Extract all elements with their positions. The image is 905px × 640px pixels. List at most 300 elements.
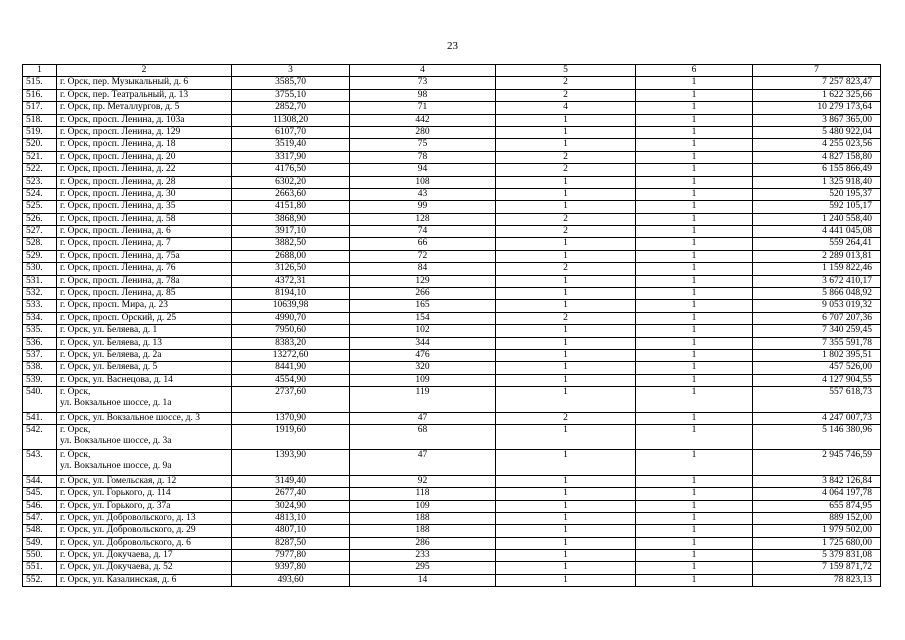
col5-value: 1 [496,176,636,188]
amount: 4 064 197,78 [753,488,881,500]
col6-value: 1 [636,525,753,537]
address: г. Орск, пр. Металлургов, д. 5 [57,102,232,114]
col5-value: 1 [496,139,636,151]
address: г. Орск, ул. Васнецова, д. 14 [57,374,232,386]
residents: 108 [350,176,496,188]
row-number: 549. [23,537,57,549]
area: 3149,40 [232,475,350,487]
residents: 295 [350,562,496,574]
residents: 109 [350,500,496,512]
col6-value: 1 [636,164,753,176]
row-number: 547. [23,512,57,524]
residents: 266 [350,288,496,300]
amount: 520 195,37 [753,188,881,200]
residents: 280 [350,126,496,138]
col6-value: 1 [636,412,753,424]
col5-value: 1 [496,562,636,574]
area: 4554,90 [232,374,350,386]
address: г. Орск, ул. Вокзальное шоссе, д. 3а [57,424,232,449]
col6-value: 1 [636,89,753,101]
address: г. Орск, просп. Ленина, д. 28 [57,176,232,188]
col6-value: 1 [636,114,753,126]
area: 13272,60 [232,349,350,361]
table-row [23,238,881,250]
residents: 286 [350,537,496,549]
residents: 68 [350,424,496,449]
table-row [23,374,881,386]
amount: 655 874,95 [753,500,881,512]
amount: 2 289 013,81 [753,250,881,262]
col6-value: 1 [636,77,753,89]
col5-value: 2 [496,226,636,238]
col5-value: 1 [496,500,636,512]
area: 1393,90 [232,450,350,475]
row-number: 535. [23,325,57,337]
residents: 233 [350,550,496,562]
row-number: 550. [23,550,57,562]
table-row [23,512,881,524]
table-row [23,525,881,537]
col6-value: 1 [636,139,753,151]
address: г. Орск, просп. Мира, д. 23 [57,300,232,312]
residents: 99 [350,201,496,213]
col6-value: 1 [636,475,753,487]
amount: 6 155 866,49 [753,164,881,176]
residents: 442 [350,114,496,126]
col5-value: 1 [496,349,636,361]
address: г. Орск, ул. Горького, д. 114 [57,488,232,500]
row-number: 530. [23,263,57,275]
residents: 73 [350,77,496,89]
row-number: 548. [23,525,57,537]
residents: 320 [350,362,496,374]
amount: 7 355 591,78 [753,337,881,349]
col5-value: 2 [496,213,636,225]
col6-value: 1 [636,102,753,114]
table-row [23,151,881,163]
col6-value: 1 [636,512,753,524]
row-number: 537. [23,349,57,361]
row-number: 523. [23,176,57,188]
table-row [23,288,881,300]
table-row [23,488,881,500]
amount: 1 622 325,66 [753,89,881,101]
amount: 592 105,17 [753,201,881,213]
address: г. Орск, просп. Ленина, д. 103а [57,114,232,126]
col5-value: 1 [496,114,636,126]
table-row [23,89,881,101]
residents: 129 [350,275,496,287]
residents: 66 [350,238,496,250]
area: 8383,20 [232,337,350,349]
col6-value: 1 [636,201,753,213]
row-number: 521. [23,151,57,163]
area: 3024,90 [232,500,350,512]
row-number: 519. [23,126,57,138]
address: г. Орск, ул. Добровольского, д. 13 [57,512,232,524]
col5-value: 1 [496,475,636,487]
area: 10639,98 [232,300,350,312]
col6-value: 1 [636,176,753,188]
amount: 1 325 918,40 [753,176,881,188]
col6-value: 1 [636,263,753,275]
row-number: 526. [23,213,57,225]
column-header: 5 [496,65,636,77]
amount: 3 867 365,00 [753,114,881,126]
residents: 128 [350,213,496,225]
address: г. Орск, ул. Беляева, д. 13 [57,337,232,349]
area: 2663,60 [232,188,350,200]
amount: 5 866 048,92 [753,288,881,300]
amount: 10 279 173,64 [753,102,881,114]
col6-value: 1 [636,424,753,449]
col5-value: 1 [496,550,636,562]
amount: 7 340 259,45 [753,325,881,337]
col5-value: 1 [496,325,636,337]
amount: 3 842 126,84 [753,475,881,487]
amount: 1 240 558,40 [753,213,881,225]
row-number: 525. [23,201,57,213]
col6-value: 1 [636,550,753,562]
residents: 98 [350,89,496,101]
row-number: 545. [23,488,57,500]
col5-value: 1 [496,288,636,300]
table-row [23,424,881,449]
area: 4990,70 [232,312,350,324]
table-row [23,537,881,549]
address: г. Орск, просп. Ленина, д. 78а [57,275,232,287]
table-row [23,201,881,213]
col6-value: 1 [636,537,753,549]
amount: 1 802 395,51 [753,349,881,361]
residents: 476 [350,349,496,361]
amount: 5 146 380,96 [753,424,881,449]
col5-value: 1 [496,574,636,586]
col5-value: 2 [496,77,636,89]
table-row [23,387,881,412]
col5-value: 1 [496,374,636,386]
residents: 344 [350,337,496,349]
col6-value: 1 [636,188,753,200]
col5-value: 1 [496,126,636,138]
address: г. Орск, ул. Казалинская, д. 6 [57,574,232,586]
column-header: 6 [636,65,753,77]
residents: 75 [350,139,496,151]
area: 3126,50 [232,263,350,275]
table-row [23,164,881,176]
col5-value: 1 [496,488,636,500]
col6-value: 1 [636,349,753,361]
address: г. Орск, просп. Ленина, д. 35 [57,201,232,213]
amount: 557 618,73 [753,387,881,412]
amount: 1 979 502,00 [753,525,881,537]
table-header-row [23,65,881,77]
area: 7950,60 [232,325,350,337]
amount: 4 127 904,55 [753,374,881,386]
data-table [22,64,881,587]
col6-value: 1 [636,562,753,574]
col6-value: 1 [636,250,753,262]
area: 8194,10 [232,288,350,300]
amount: 4 441 045,08 [753,226,881,238]
col6-value: 1 [636,151,753,163]
table-row [23,337,881,349]
amount: 4 827 158,80 [753,151,881,163]
amount: 559 264,41 [753,238,881,250]
address: г. Орск, пер. Театральный, д. 13 [57,89,232,101]
col6-value: 1 [636,500,753,512]
table-row [23,139,881,151]
residents: 188 [350,512,496,524]
col6-value: 1 [636,238,753,250]
residents: 84 [350,263,496,275]
address: г. Орск, просп. Ленина, д. 76 [57,263,232,275]
residents: 94 [350,164,496,176]
amount: 457 526,00 [753,362,881,374]
residents: 165 [350,300,496,312]
area: 1919,60 [232,424,350,449]
residents: 119 [350,387,496,412]
area: 9397,80 [232,562,350,574]
col5-value: 2 [496,412,636,424]
page-number: 23 [447,40,458,52]
row-number: 546. [23,500,57,512]
residents: 47 [350,450,496,475]
table-row [23,450,881,475]
col6-value: 1 [636,374,753,386]
amount: 889 152,00 [753,512,881,524]
area: 3868,90 [232,213,350,225]
table-row [23,325,881,337]
address: г. Орск, ул. Беляева, д. 2а [57,349,232,361]
residents: 102 [350,325,496,337]
table-row [23,362,881,374]
address: г. Орск, ул. Гомельская, д. 12 [57,475,232,487]
address: г. Орск, ул. Добровольского, д. 29 [57,525,232,537]
row-number: 528. [23,238,57,250]
amount: 78 823,13 [753,574,881,586]
col5-value: 1 [496,512,636,524]
table-row [23,126,881,138]
address: г. Орск, просп. Ленина, д. 20 [57,151,232,163]
amount: 2 945 746,59 [753,450,881,475]
col6-value: 1 [636,288,753,300]
col5-value: 2 [496,164,636,176]
area: 8287,50 [232,537,350,549]
col5-value: 2 [496,151,636,163]
address: г. Орск, просп. Ленина, д. 75а [57,250,232,262]
area: 1370,90 [232,412,350,424]
row-number: 540. [23,387,57,412]
address: г. Орск, просп. Орский, д. 25 [57,312,232,324]
residents: 118 [350,488,496,500]
col6-value: 1 [636,325,753,337]
col5-value: 1 [496,537,636,549]
table-row [23,250,881,262]
amount: 1 159 822,46 [753,263,881,275]
col5-value: 4 [496,102,636,114]
table-row [23,102,881,114]
amount: 1 725 680,00 [753,537,881,549]
col5-value: 1 [496,201,636,213]
col6-value: 1 [636,300,753,312]
row-number: 542. [23,424,57,449]
area: 7977,80 [232,550,350,562]
area: 3755,10 [232,89,350,101]
col5-value: 1 [496,450,636,475]
row-number: 520. [23,139,57,151]
col6-value: 1 [636,275,753,287]
row-number: 551. [23,562,57,574]
col5-value: 1 [496,387,636,412]
address: г. Орск, ул. Беляева, д. 5 [57,362,232,374]
residents: 71 [350,102,496,114]
address: г. Орск, ул. Докучаева, д. 17 [57,550,232,562]
row-number: 541. [23,412,57,424]
table-row [23,574,881,586]
row-number: 534. [23,312,57,324]
row-number: 531. [23,275,57,287]
col6-value: 1 [636,213,753,225]
col6-value: 1 [636,488,753,500]
residents: 43 [350,188,496,200]
address: г. Орск, ул. Вокзальное шоссе, д. 1а [57,387,232,412]
table-row [23,275,881,287]
col6-value: 1 [636,387,753,412]
col6-value: 1 [636,362,753,374]
table-row [23,500,881,512]
row-number: 544. [23,475,57,487]
address: г. Орск, просп. Ленина, д. 85 [57,288,232,300]
amount: 5 379 831,08 [753,550,881,562]
table-row [23,77,881,89]
row-number: 533. [23,300,57,312]
row-number: 524. [23,188,57,200]
address: г. Орск, ул. Горького, д. 37а [57,500,232,512]
row-number: 529. [23,250,57,262]
area: 4807,10 [232,525,350,537]
row-number: 532. [23,288,57,300]
area: 2677,40 [232,488,350,500]
amount: 4 247 007,73 [753,412,881,424]
residents: 92 [350,475,496,487]
table-row [23,349,881,361]
amount: 4 255 023,56 [753,139,881,151]
area: 4372,31 [232,275,350,287]
row-number: 539. [23,374,57,386]
col5-value: 1 [496,525,636,537]
address: г. Орск, ул. Беляева, д. 1 [57,325,232,337]
area: 11308,20 [232,114,350,126]
row-number: 538. [23,362,57,374]
residents: 72 [350,250,496,262]
residents: 154 [350,312,496,324]
amount: 7 257 823,47 [753,77,881,89]
area: 4176,50 [232,164,350,176]
amount: 9 053 019,32 [753,300,881,312]
address: г. Орск, ул. Вокзальное шоссе, д. 9а [57,450,232,475]
area: 2737,60 [232,387,350,412]
residents: 109 [350,374,496,386]
row-number: 527. [23,226,57,238]
area: 3317,90 [232,151,350,163]
row-number: 522. [23,164,57,176]
col6-value: 1 [636,337,753,349]
address: г. Орск, ул. Добровольского, д. 6 [57,537,232,549]
area: 3519,40 [232,139,350,151]
col6-value: 1 [636,312,753,324]
col6-value: 1 [636,574,753,586]
table-row [23,263,881,275]
row-number: 516. [23,89,57,101]
table-row [23,176,881,188]
residents: 47 [350,412,496,424]
area: 2688,00 [232,250,350,262]
column-header: 7 [753,65,881,77]
col5-value: 1 [496,238,636,250]
area: 2852,70 [232,102,350,114]
col5-value: 1 [496,337,636,349]
amount: 6 707 207,36 [753,312,881,324]
col5-value: 1 [496,275,636,287]
col5-value: 1 [496,188,636,200]
col5-value: 1 [496,362,636,374]
table-row [23,300,881,312]
amount: 7 159 871,72 [753,562,881,574]
col6-value: 1 [636,226,753,238]
table-row [23,114,881,126]
address: г. Орск, пер. Музыкальный, д. 6 [57,77,232,89]
table-row [23,188,881,200]
col6-value: 1 [636,126,753,138]
area: 3882,50 [232,238,350,250]
area: 8441,90 [232,362,350,374]
area: 493,60 [232,574,350,586]
table-row [23,312,881,324]
col5-value: 2 [496,263,636,275]
row-number: 515. [23,77,57,89]
col5-value: 2 [496,89,636,101]
table-row [23,550,881,562]
column-header: 3 [232,65,350,77]
area: 4813,10 [232,512,350,524]
address: г. Орск, просп. Ленина, д. 58 [57,213,232,225]
area: 3585,70 [232,77,350,89]
table-row [23,213,881,225]
residents: 188 [350,525,496,537]
table-row [23,226,881,238]
column-header: 2 [57,65,232,77]
table-row [23,562,881,574]
area: 6107,70 [232,126,350,138]
area: 4151,80 [232,201,350,213]
row-number: 536. [23,337,57,349]
address: г. Орск, ул. Вокзальное шоссе, д. 3 [57,412,232,424]
table-row [23,475,881,487]
residents: 74 [350,226,496,238]
address: г. Орск, просп. Ленина, д. 22 [57,164,232,176]
col6-value: 1 [636,450,753,475]
address: г. Орск, просп. Ленина, д. 30 [57,188,232,200]
column-header: 1 [23,65,57,77]
address: г. Орск, просп. Ленина, д. 7 [57,238,232,250]
area: 3917,10 [232,226,350,238]
amount: 3 672 410,17 [753,275,881,287]
col5-value: 1 [496,250,636,262]
row-number: 543. [23,450,57,475]
address: г. Орск, просп. Ленина, д. 18 [57,139,232,151]
residents: 78 [350,151,496,163]
